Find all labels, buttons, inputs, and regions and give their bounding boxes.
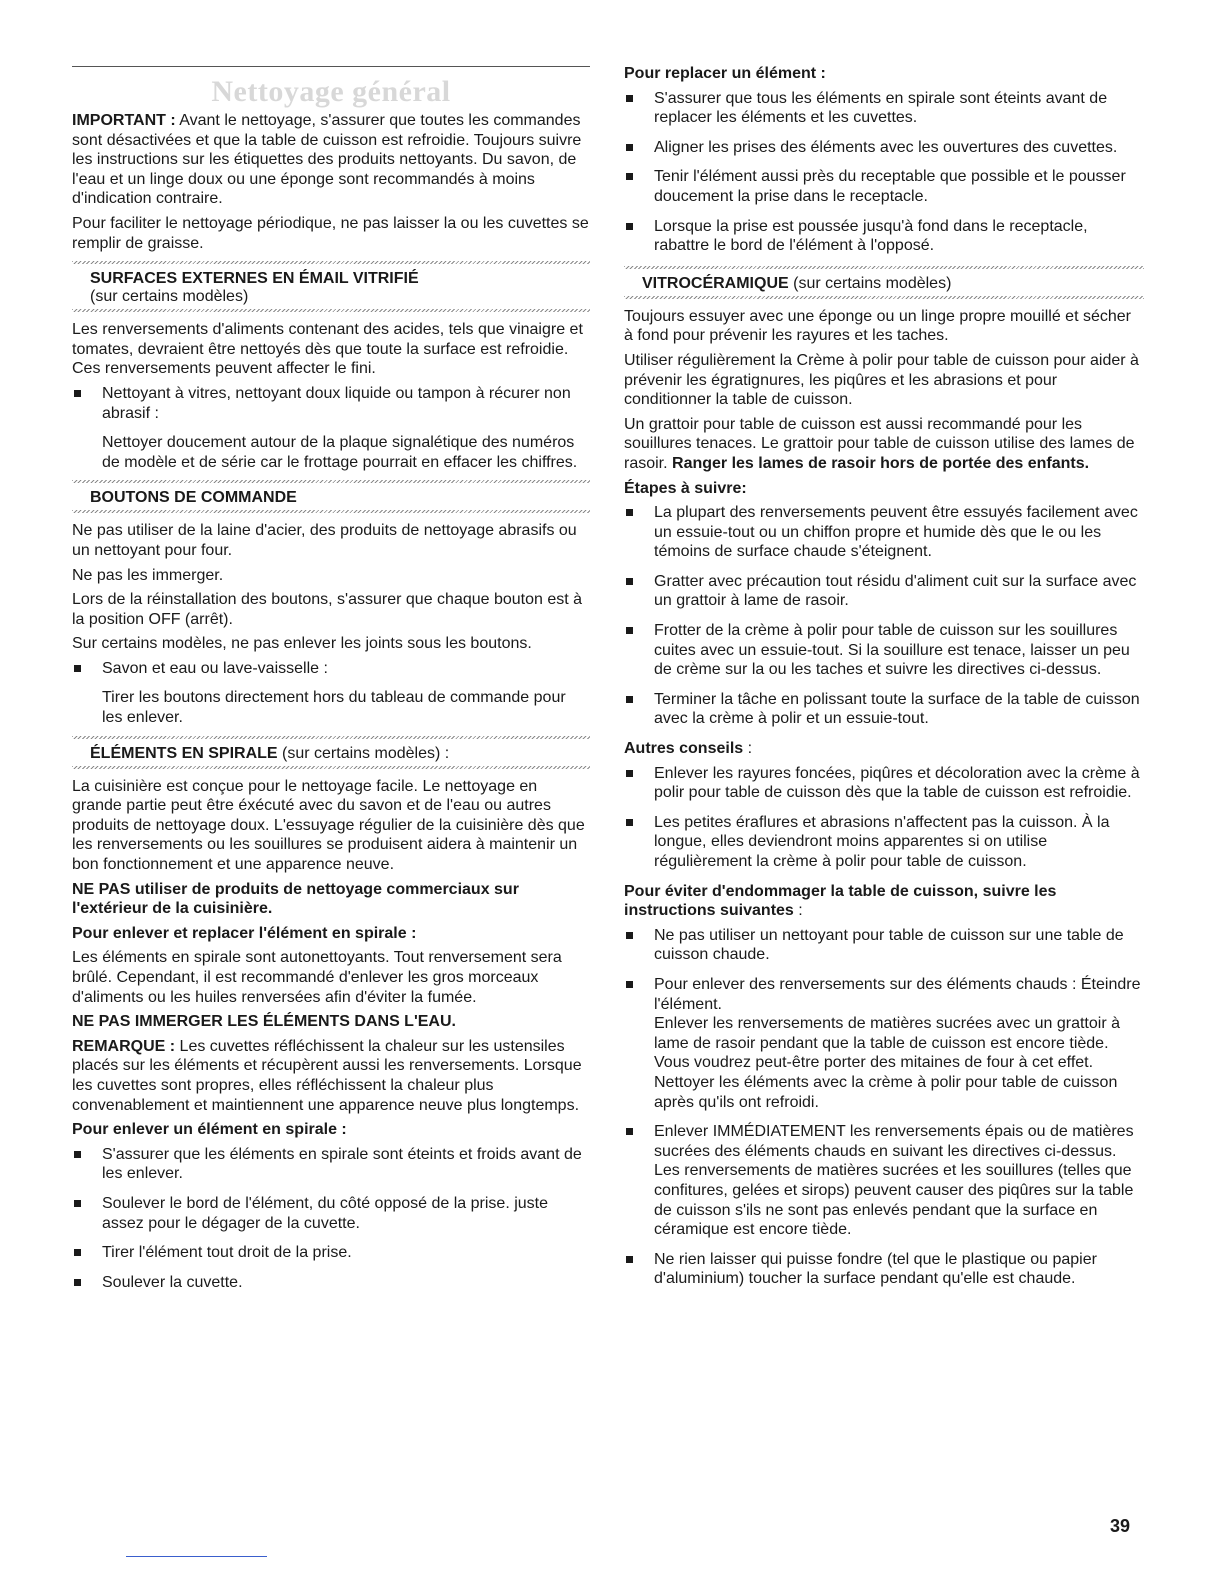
ceramic-steps xyxy=(624,503,1144,729)
footer-link-underline xyxy=(126,1556,267,1557)
left-column xyxy=(72,66,590,1302)
section-subtitle-coil: (sur certains modèles) : xyxy=(277,744,450,762)
ceramic-paragraph-3 xyxy=(624,415,1144,474)
right-column xyxy=(624,64,1144,1299)
coil-replace-heading: Pour replacer un élément : xyxy=(624,65,826,82)
coil-remove-heading: Pour enlever un élément en spirale : xyxy=(72,1121,347,1139)
page-title: Nettoyage général xyxy=(211,75,451,108)
ceramic-paragraph-2: Utiliser régulièrement la Crème à polir pour table de cuisson pour aider à prévenir les égratignures, les piqûres et les abrasions et pour conditionner la table de cuisson. xyxy=(624,351,1139,409)
ceramic-steps-heading: Étapes à suivre: xyxy=(624,479,747,497)
section-header-knobs xyxy=(72,480,590,513)
list-item: Tenir l'élément aussi près du receptable que possible et le pousser doucement la prise dans le receptacle. xyxy=(624,167,1144,206)
avoid-head-text: Pour éviter d'endommager la table de cuisson, suivre les instructions suivantes xyxy=(624,882,1057,920)
section-title-ceramic: VITROCÉRAMIQUE xyxy=(642,274,789,292)
list-item: Savon et eau ou lave-vaisselle : xyxy=(72,659,590,679)
grease-paragraph: Pour faciliter le nettoyage périodique, ne pas laisser la ou les cuvettes se remplir de graisse. xyxy=(72,214,589,252)
list-item: Ne rien laisser qui puisse fondre (tel que le plastique ou papier d'aluminium) toucher la surface pendant qu'elle est chaude. xyxy=(624,1250,1144,1289)
list-item: Les petites éraflures et abrasions n'affectent pas la cuisson. À la longue, elles deviendront moins apparentes si on utilise régulièrement la crème à polir pour table de cuisson. xyxy=(624,813,1144,872)
page-number: 39 xyxy=(1110,1516,1131,1536)
knobs-bullets xyxy=(72,659,590,679)
section-title-coil: ÉLÉMENTS EN SPIRALE xyxy=(90,744,278,762)
knobs-paragraph-1: Ne pas utiliser de la laine d'acier, des produits de nettoyage abrasifs ou un nettoyant pour four. xyxy=(72,522,577,559)
coil-remark xyxy=(72,1037,590,1115)
hatch-divider xyxy=(72,510,590,513)
list-item: Aligner les prises des éléments avec les ouvertures des cuvettes. xyxy=(624,138,1144,158)
remark-label: REMARQUE : xyxy=(72,1037,176,1055)
section-subtitle-enamel: (sur certains modèles) xyxy=(90,288,249,306)
top-rule xyxy=(72,66,590,67)
coil-warning: NE PAS utiliser de produits de nettoyage commerciaux sur l'extérieur de la cuisinière. xyxy=(72,880,519,918)
list-item: Lorsque la prise est poussée jusqu'à fond dans le receptacle, rabattre le bord de l'élément à l'opposé. xyxy=(624,217,1144,256)
important-paragraph xyxy=(72,111,590,209)
enamel-bullets xyxy=(72,384,590,423)
section-header-ceramic xyxy=(624,266,1144,299)
ceramic-avoid-heading xyxy=(624,882,1144,921)
list-item: Enlever IMMÉDIATEMENT les renversements épais ou de matières sucrées des éléments chauds en suivant les directives ci-dessus. Les renversements de matières sucrées et les souillures (telles que confitures, gelées et sirops) peuvent causer des piqûres sur la table de cuisson s'ils ne sont pas enlevés pendant que la surface en céramique est encore tiède. xyxy=(624,1122,1144,1240)
remark-text: Les cuvettes réfléchissent la chaleur sur les ustensiles placés sur les éléments et récupèrent aussi les renversements. Lorsque les cuvettes sont propres, elles réfléchissent la chaleur plus convenablement et maintiennent une apparence neuve plus longtemps. xyxy=(72,1037,582,1114)
list-item: Enlever les rayures foncées, piqûres et décoloration avec la crème à polir pour table de cuisson dès que la table de cuisson est refroidie. xyxy=(624,764,1144,803)
ceramic-tips xyxy=(624,764,1144,872)
list-item: Terminer la tâche en polissant toute la surface de la table de cuisson avec la crème à polir et un essuie-tout. xyxy=(624,690,1144,729)
ceramic-p3-bold: Ranger les lames de rasoir hors de portée des enfants. xyxy=(672,454,1090,472)
coil-remove-steps xyxy=(72,1145,590,1293)
knobs-indent-text: Tirer les boutons directement hors du tableau de commande pour les enlever. xyxy=(102,689,566,727)
section-title-knobs: BOUTONS DE COMMANDE xyxy=(90,489,297,507)
avoid2-line-1: Pour enlever des renversements sur des éléments chauds : Éteindre l'élément. xyxy=(654,975,1141,1013)
list-item xyxy=(624,975,1144,1112)
ceramic-paragraph-1: Toujours essuyer avec une éponge ou un linge propre mouillé et sécher à fond pour prévenir les rayures et les taches. xyxy=(624,307,1131,345)
important-text: Avant le nettoyage, s'assurer que toutes les commandes sont désactivées et que la table de cuisson est refroidie. Toujours suivre les instructions sur les étiquettes des produits nettoyants. Du savon, de l'eau et un linge doux ou une éponge sont recommandés à moins d'indication contraire. xyxy=(72,112,582,208)
hatch-divider xyxy=(72,766,590,769)
coil-remove-replace-heading: Pour enlever et replacer l'élément en spirale : xyxy=(72,924,417,942)
list-item: Soulever le bord de l'élément, du côté opposé de la prise. juste assez pour le dégager de la cuvette. xyxy=(72,1194,590,1233)
tips-colon: : xyxy=(743,740,753,758)
coil-no-immerse: NE PAS IMMERGER LES ÉLÉMENTS DANS L'EAU. xyxy=(72,1013,456,1031)
list-item: Soulever la cuvette. xyxy=(72,1273,590,1293)
coil-replace-steps xyxy=(624,89,1144,256)
ceramic-p3-text: Un grattoir pour table de cuisson est aussi recommandé pour les souillures tenaces. Le grattoir pour table de cuisson utilise des lames de rasoir. xyxy=(624,415,1135,472)
list-item: S'assurer que tous les éléments en spirale sont éteints avant de replacer les éléments et les cuvettes. xyxy=(624,89,1144,128)
enamel-indent-text: Nettoyer doucement autour de la plaque signalétique des numéros de modèle et de série car le frottage pourrait en effacer les chiffres. xyxy=(102,434,578,471)
knobs-paragraph-3: Lors de la réinstallation des boutons, s'assurer que chaque bouton est à la position OFF (arrêt). xyxy=(72,591,583,628)
knobs-paragraph-2: Ne pas les immerger. xyxy=(72,566,224,584)
coil-paragraph-1: La cuisinière est conçue pour le nettoyage facile. Le nettoyage en grande partie peut être éxécuté avec du savon et de l'eau ou autres produits de nettoyage doux. L'essuyage régulier de la cuisinière dès que les renversements ou les souillures se produisent aidera à maintenir un bon fonctionnement et une apparence neuve. xyxy=(72,777,585,874)
coil-paragraph-2: Les éléments en spirale sont autonettoyants. Tout renversement sera brûlé. Cependant, il est recommandé d'enlever les gros morceaux d'aliments ou les huiles renversées afin d'éviter la fumée. xyxy=(72,949,562,1006)
list-item: Gratter avec précaution tout résidu d'aliment cuit sur la surface avec un grattoir à lame de rasoir. xyxy=(624,572,1144,611)
avoid-colon: : xyxy=(793,902,803,920)
section-subtitle-ceramic: (sur certains modèles) xyxy=(788,274,952,292)
section-title-enamel: SURFACES EXTERNES EN ÉMAIL VITRIFIÉ xyxy=(90,270,419,288)
list-item: La plupart des renversements peuvent être essuyés facilement avec un essuie-tout ou un chiffon propre et humide dès que le ou les témoins de surface chaude s'éteignent. xyxy=(624,503,1144,562)
enamel-paragraph: Les renversements d'aliments contenant des acides, tels que vinaigre et tomates, devraient être nettoyés dès que toute la surface est refroidie. Ces renversements peuvent affecter le fini. xyxy=(72,321,583,378)
avoid2-line-2: Enlever les renversements de matières sucrées avec un grattoir à lame de rasoir pendant que la table de cuisson est encore tiède. Vous voudrez peut-être porter des mitaines de four à cet effet. Nettoyer les éléments avec la crème à polir pour table de cuisson après qu'ils ont refroidi. xyxy=(654,1015,1120,1111)
list-item: S'assurer que les éléments en spirale sont éteints et froids avant de les enlever. xyxy=(72,1145,590,1184)
tips-head-text: Autres conseils xyxy=(624,740,744,758)
hatch-divider xyxy=(624,296,1144,299)
list-item: Tirer l'élément tout droit de la prise. xyxy=(72,1243,590,1263)
section-header-enamel xyxy=(72,261,590,312)
important-label: IMPORTANT : xyxy=(72,112,176,129)
list-item: Nettoyant à vitres, nettoyant doux liquide ou tampon à récurer non abrasif : xyxy=(72,384,590,423)
list-item: Frotter de la crème à polir pour table de cuisson sur les souillures cuites avec un essuie-tout. Si la souillure est tenace, laisser un peu de crème sur la ou les taches et suivre les directives ci-dessus. xyxy=(624,621,1144,680)
list-item: Ne pas utiliser un nettoyant pour table de cuisson sur une table de cuisson chaude. xyxy=(624,926,1144,965)
hatch-divider xyxy=(72,309,590,312)
section-header-coil xyxy=(72,736,590,769)
ceramic-tips-heading xyxy=(624,739,1144,759)
ceramic-avoid-list xyxy=(624,926,1144,1289)
knobs-paragraph-4: Sur certains modèles, ne pas enlever les joints sous les boutons. xyxy=(72,635,532,653)
